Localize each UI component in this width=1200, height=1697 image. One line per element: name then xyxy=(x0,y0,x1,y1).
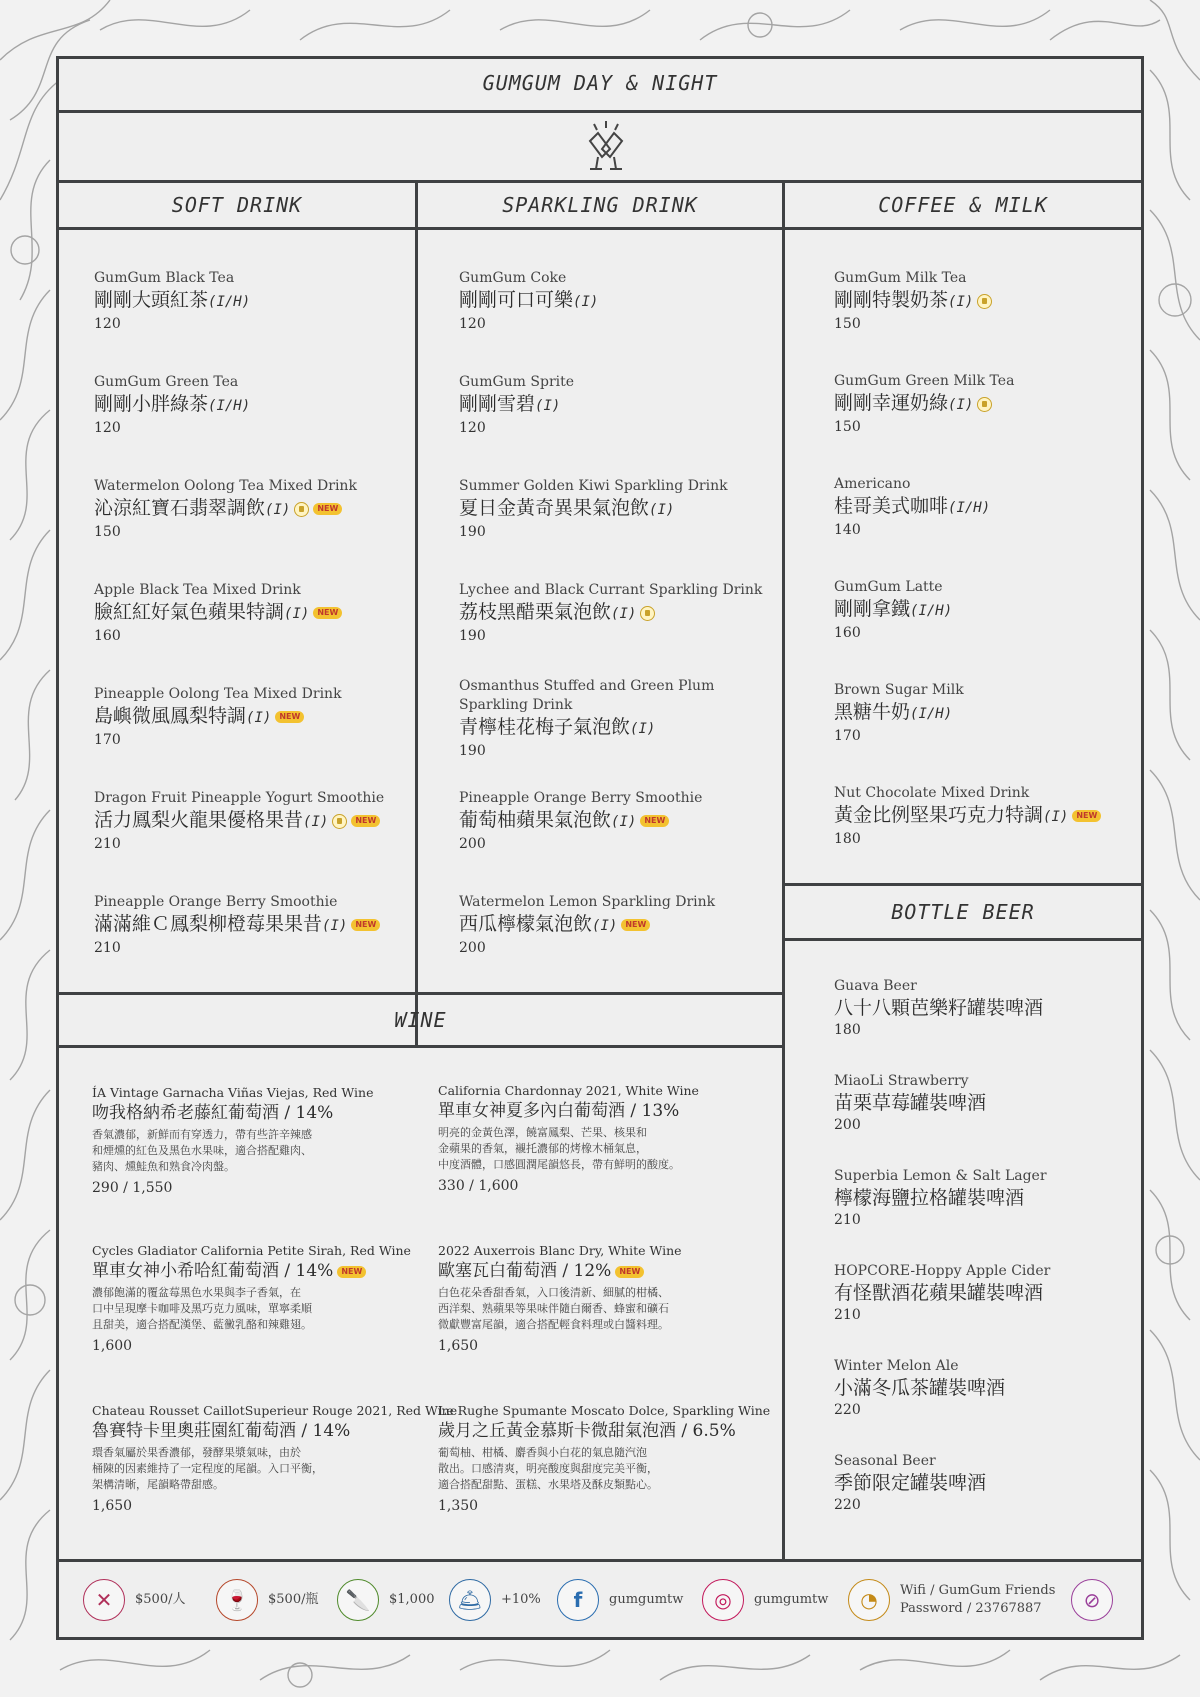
footer-item-facebook[interactable]: f gumgumtw xyxy=(557,1579,683,1621)
new-badge: NEW xyxy=(640,815,669,827)
list-item: Pineapple Orange Berry Smoothie 滿滿維Ｃ鳳梨柳橙莓果果昔(I) NEW 210 xyxy=(94,893,380,958)
facebook-icon[interactable]: f xyxy=(557,1579,599,1621)
new-badge: NEW xyxy=(351,919,380,931)
list-item: Le Rughe Spumante Moscato Dolce, Sparkling Wine 歲月之丘黃金慕斯卡微甜氣泡酒 / 6.5% 葡萄柚、柑橘、麝香與小白花的氣息隨汽泡 散出。口感清爽，明亮酸度與甜度完美平衡， 適合搭配甜點、蛋糕、水果塔及酥皮類點心。 1,350 xyxy=(438,1403,771,1514)
list-item: Chateau Rousset CaillotSuperieur Rouge 2021, Red Wine 魯賽特卡里奧莊園紅葡萄酒 / 14% 環香氣屬於果香濃郁，發酵果漿氣味，由於 桶陳的因素維持了一定程度的尾韻。入口平衡， 架構清晰，尾韻略帶甜感。 1,650 xyxy=(92,1403,458,1514)
footer-item-service-charge: 🛎 +10% xyxy=(449,1579,541,1621)
list-item: GumGum Coke 剛剛可口可樂(I) 120 xyxy=(459,270,599,332)
new-badge: NEW xyxy=(337,1266,366,1278)
list-item: Pineapple Orange Berry Smoothie 葡萄柚蘋果氣泡飲(I) NEW 200 xyxy=(459,790,703,852)
list-item: Guava Beer 八十八顆芭樂籽罐裝啤酒 180 xyxy=(834,978,1044,1038)
section-title-coffee-milk: COFFEE & MILK xyxy=(878,193,1048,217)
new-badge: NEW xyxy=(1072,810,1101,822)
new-badge: NEW xyxy=(313,503,342,515)
menu-title: GUMGUM DAY & NIGHT xyxy=(482,71,718,95)
footer-item-corkage-bottle: 🍷 $500/瓶 xyxy=(216,1579,318,1621)
section-title-wine: WINE xyxy=(394,1008,447,1032)
footer-item-wifi: ◔ Wifi / GumGum Friends Password / 23767887 xyxy=(848,1579,1055,1621)
section-title-soft-drink: SOFT DRINK xyxy=(171,193,303,217)
list-item: GumGum Green Milk Tea 剛剛幸運奶綠(I) 150 xyxy=(834,373,1015,435)
list-item: GumGum Latte 剛剛拿鐵(I/H) 160 xyxy=(834,579,953,641)
new-badge: NEW xyxy=(313,607,342,619)
bottle-glass-icon: 🍷 xyxy=(216,1579,258,1621)
list-item: Winter Melon Ale 小滿冬瓜茶罐裝啤酒 220 xyxy=(834,1358,1006,1418)
instagram-icon[interactable]: ◎ xyxy=(702,1579,744,1621)
recommended-icon xyxy=(332,814,347,829)
wifi-icon: ◔ xyxy=(848,1579,890,1621)
cake-cutting-icon: 🔪 xyxy=(337,1579,379,1621)
menu-frame xyxy=(56,56,1144,1640)
list-item: Osmanthus Stuffed and Green Plum Sparkling Drink 青檸桂花梅子氣泡飲(I) 190 xyxy=(459,678,715,759)
list-item: Watermelon Lemon Sparkling Drink 西瓜檸檬氣泡飲(I) NEW 200 xyxy=(459,894,716,956)
footer-item-corkage-food: ✕ $500/人 xyxy=(83,1579,185,1621)
list-item: Seasonal Beer 季節限定罐裝啤酒 220 xyxy=(834,1453,987,1513)
new-badge: NEW xyxy=(351,815,380,827)
list-item: Superbia Lemon & Salt Lager 檸檬海鹽拉格罐裝啤酒 210 xyxy=(834,1168,1047,1228)
cheers-glasses-icon xyxy=(576,119,636,173)
list-item: Lychee and Black Currant Sparkling Drink 荔枝黑醋栗氣泡飲(I) 190 xyxy=(459,582,763,644)
recommended-icon xyxy=(977,397,992,412)
no-outside-food-icon: ⊘ xyxy=(1071,1579,1113,1621)
recommended-icon xyxy=(977,294,992,309)
list-item: Dragon Fruit Pineapple Yogurt Smoothie 活力鳳梨火龍果優格果昔(I) NEW 210 xyxy=(94,790,385,852)
list-item: GumGum Black Tea 剛剛大頭紅茶(I/H) 120 xyxy=(94,270,251,332)
footer-bar xyxy=(59,1562,1141,1637)
footer-item-no-outside-food xyxy=(1071,1579,1113,1621)
list-item: Summer Golden Kiwi Sparkling Drink 夏日金黃奇異果氣泡飲(I) 190 xyxy=(459,478,728,540)
recommended-icon xyxy=(294,502,309,517)
list-item: California Chardonnay 2021, White Wine 單車女神夏多內白葡萄酒 / 13% 明亮的金黃色澤，饒富鳳梨、芒果、核果和 金蘋果的香氣，襯托濃郁的烤橡木桶氣息， 中度酒體，口感圓潤尾韻悠長，帶有鮮明的酸度。 330 / 1,600 xyxy=(438,1083,699,1194)
list-item: Apple Black Tea Mixed Drink 臉紅紅好氣色蘋果特調(I) NEW 160 xyxy=(94,581,342,646)
recommended-icon xyxy=(640,606,655,621)
footer-item-cake: 🔪 $1,000 xyxy=(337,1579,435,1621)
list-item: 2022 Auxerrois Blanc Dry, White Wine 歐塞瓦白葡萄酒 / 12% NEW 白色花朵香甜香氣，入口後清新、細膩的柑橘、 西洋梨、熟蘋果等果味伴隨白爾香、蜂蜜和礦石 微獻豐富尾韻，適合搭配輕食料理或白醬料理。 1,650 xyxy=(438,1243,682,1354)
list-item: Nut Chocolate Mixed Drink 黃金比例堅果巧克力特調(I) NEW 180 xyxy=(834,784,1101,849)
list-item: Brown Sugar Milk 黑糖牛奶(I/H) 170 xyxy=(834,682,964,744)
list-item: GumGum Green Tea 剛剛小胖綠茶(I/H) 120 xyxy=(94,374,251,436)
new-badge: NEW xyxy=(621,919,650,931)
section-title-bottle-beer: BOTTLE BEER xyxy=(891,900,1035,924)
list-item: MiaoLi Strawberry 苗栗草莓罐裝啤酒 200 xyxy=(834,1073,987,1133)
list-item: Watermelon Oolong Tea Mixed Drink 沁涼紅寶石翡翠調飲(I) NEW 150 xyxy=(94,478,357,540)
list-item: Americano 桂哥美式咖啡(I/H) 140 xyxy=(834,476,991,538)
section-title-sparkling-drink: SPARKLING DRINK xyxy=(502,193,698,217)
new-badge: NEW xyxy=(615,1266,644,1278)
list-item: ÍA Vintage Garnacha Viñas Viejas, Red Wine 吻我格納希老藤紅葡萄酒 / 14% 香氣濃郁，新鮮而有穿透力，帶有些許辛辣感 和煙燻的紅色及黑色水果味，適合搭配雞肉、 豬肉、燻鮭魚和熟食冷肉盤。 290 / 1,550 xyxy=(92,1085,374,1196)
list-item: HOPCORE-Hoppy Apple Cider 有怪獸酒花蘋果罐裝啤酒 210 xyxy=(834,1263,1051,1323)
service-cloche-icon: 🛎 xyxy=(449,1579,491,1621)
list-item: Pineapple Oolong Tea Mixed Drink 島嶼微風鳳梨特調(I) NEW 170 xyxy=(94,686,342,748)
list-item: GumGum Milk Tea 剛剛特製奶茶(I) 150 xyxy=(834,269,992,334)
new-badge: NEW xyxy=(275,711,304,723)
footer-item-instagram[interactable]: ◎ gumgumtw xyxy=(702,1579,828,1621)
cutlery-icon: ✕ xyxy=(83,1579,125,1621)
list-item: Cycles Gladiator California Petite Sirah, Red Wine 單車女神小希哈紅葡萄酒 / 14% NEW 濃郁飽滿的覆盆莓黑色水果與李子香氣，在 口中呈現摩卡咖啡及黑巧克力風味，單寧柔順 且甜美，適合搭配漢堡、藍黴乳酪和辣雞翅。 1,600 xyxy=(92,1243,411,1354)
list-item: GumGum Sprite 剛剛雪碧(I) 120 xyxy=(459,374,575,436)
